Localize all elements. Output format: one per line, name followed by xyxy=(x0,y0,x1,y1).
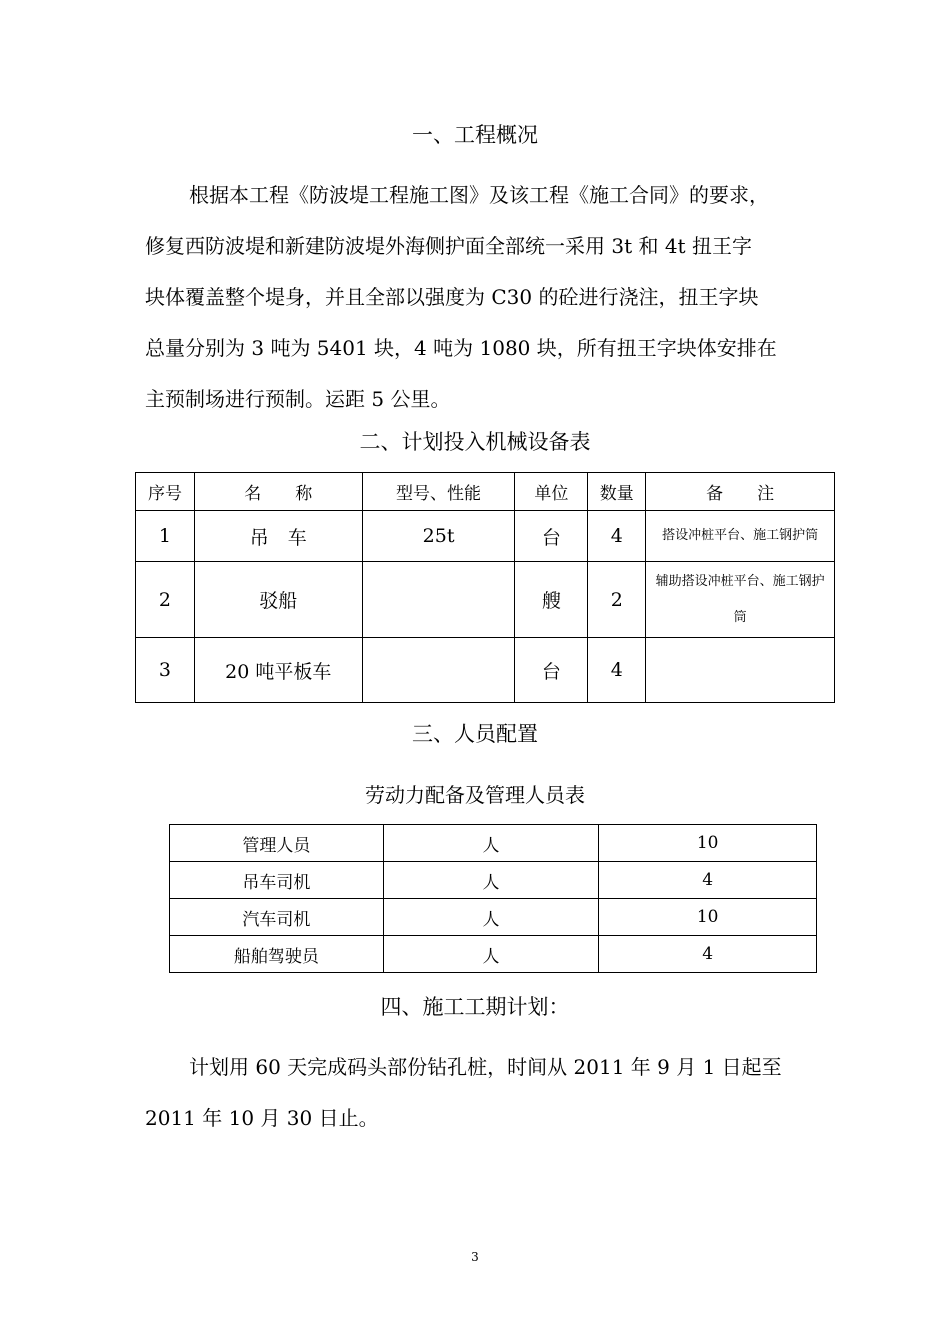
table-cell: 2 xyxy=(136,562,195,638)
table-row xyxy=(170,936,817,973)
header-cell: 单位 xyxy=(515,473,588,511)
table-cell: 4 xyxy=(599,936,817,973)
paragraph-line: 计划用 60 天完成码头部份钻孔桩，时间从 2011 年 9 月 1 日起至 xyxy=(189,1055,782,1079)
table-cell: 吊 车 xyxy=(194,511,362,562)
header-cell: 名 称 xyxy=(194,473,362,511)
table-cell: 10 xyxy=(599,825,817,862)
paragraph-line: 主预制场进行预制。运距 5 公里。 xyxy=(145,387,451,411)
page-number: 3 xyxy=(471,1250,479,1264)
table-cell: 4 xyxy=(588,638,646,703)
table-row xyxy=(170,825,817,862)
section3-heading: 三、人员配置 xyxy=(412,722,538,746)
table-cell: 人 xyxy=(383,899,599,936)
table-cell xyxy=(362,638,515,703)
table-cell xyxy=(362,562,515,638)
table-cell: 人 xyxy=(383,825,599,862)
header-cell: 型号、性能 xyxy=(362,473,515,511)
table-cell: 2 xyxy=(588,562,646,638)
header-cell: 序号 xyxy=(136,473,195,511)
table-cell: 10 xyxy=(599,899,817,936)
section1-paragraph xyxy=(145,170,810,425)
section1-heading: 一、工程概况 xyxy=(412,123,538,147)
header-cell: 数量 xyxy=(588,473,646,511)
table-cell: 4 xyxy=(599,862,817,899)
table-row xyxy=(136,511,835,562)
table-cell: 3 xyxy=(136,638,195,703)
section4-paragraph xyxy=(145,1042,810,1144)
paragraph-line: 根据本工程《防波堤工程施工图》及该工程《施工合同》的要求， xyxy=(189,183,769,207)
table-cell xyxy=(646,638,835,703)
section4-heading: 四、施工工期计划： xyxy=(380,995,570,1019)
table-cell: 1 xyxy=(136,511,195,562)
table-cell: 管理人员 xyxy=(170,825,384,862)
table-cell: 辅助搭设冲桩平台、施工钢护筒 xyxy=(646,562,835,638)
staff-table-title: 劳动力配备及管理人员表 xyxy=(365,783,585,807)
table-cell: 汽车司机 xyxy=(170,899,384,936)
section2-heading: 二、计划投入机械设备表 xyxy=(359,430,591,454)
table-cell: 人 xyxy=(383,936,599,973)
table-cell: 人 xyxy=(383,862,599,899)
paragraph-line: 2011 年 10 月 30 日止。 xyxy=(145,1106,379,1130)
table-cell: 20 吨平板车 xyxy=(194,638,362,703)
table-cell: 吊车司机 xyxy=(170,862,384,899)
table-cell: 船舶驾驶员 xyxy=(170,936,384,973)
table-row xyxy=(136,562,835,638)
equipment-table xyxy=(135,472,835,703)
paragraph-line: 修复西防波堤和新建防波堤外海侧护面全部统一采用 3t 和 4t 扭王字 xyxy=(145,234,752,258)
table-cell: 台 xyxy=(515,638,588,703)
table-cell: 台 xyxy=(515,511,588,562)
table-row xyxy=(170,862,817,899)
header-cell: 备 注 xyxy=(646,473,835,511)
table-header-row xyxy=(136,473,835,511)
table-cell: 驳船 xyxy=(194,562,362,638)
table-cell: 4 xyxy=(588,511,646,562)
table-cell: 搭设冲桩平台、施工钢护筒 xyxy=(646,511,835,562)
table-row xyxy=(170,899,817,936)
paragraph-line: 块体覆盖整个堤身，并且全部以强度为 C30 的砼进行浇注，扭王字块 xyxy=(145,285,759,309)
table-row xyxy=(136,638,835,703)
table-cell: 艘 xyxy=(515,562,588,638)
paragraph-line: 总量分别为 3 吨为 5401 块，4 吨为 1080 块，所有扭王字块体安排在 xyxy=(145,336,777,360)
staff-table xyxy=(169,824,817,973)
table-cell: 25t xyxy=(362,511,515,562)
